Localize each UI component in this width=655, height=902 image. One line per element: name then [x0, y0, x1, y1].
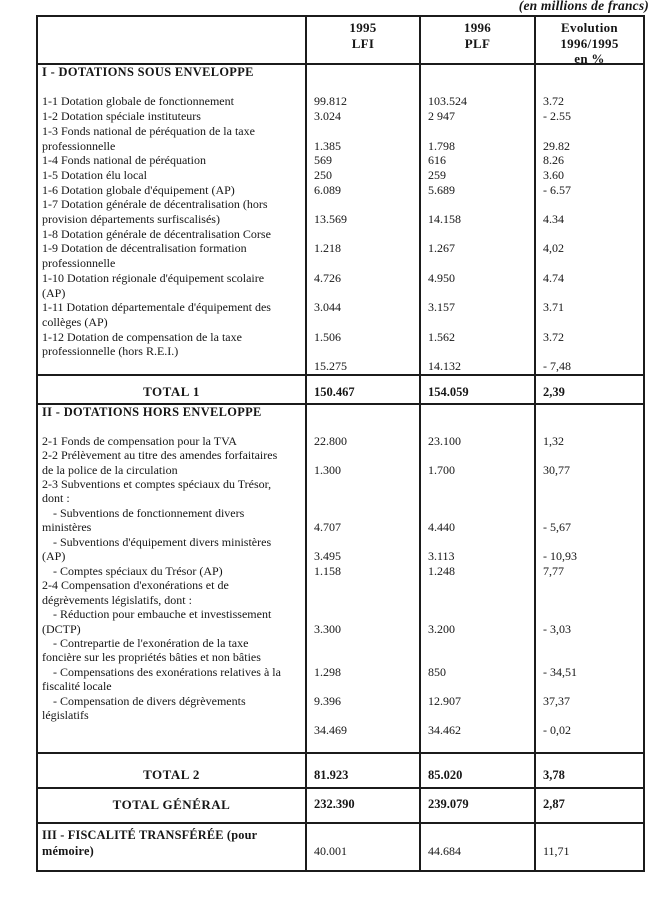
row-label: 2-2 Prélèvement au titre des amendes forfaitaires: [42, 448, 278, 463]
table-row: [38, 650, 643, 664]
cell-1995: 6.089: [305, 183, 419, 198]
cell-1996: [419, 535, 534, 549]
cell-evolution: 4.74: [534, 271, 643, 286]
cell-evolution: - 5,67: [534, 520, 643, 534]
table-row: [38, 168, 643, 183]
cell-evolution: [534, 477, 643, 491]
row-label: collèges (AP): [42, 314, 108, 329]
table-row: [38, 227, 643, 242]
cell-1995: [305, 607, 419, 621]
table-row: [38, 271, 643, 286]
cell-1995: [305, 256, 419, 271]
table-row: [38, 593, 643, 607]
row-label: - Compensations des exonérations relatives à la: [53, 664, 281, 679]
table-row: [38, 679, 643, 693]
row-label: [38, 737, 305, 751]
cell-1996: [419, 650, 534, 664]
cell-1995: 1.506: [305, 330, 419, 345]
cell-evolution: [534, 419, 643, 433]
row-label: - Subventions d'équipement divers ministères: [53, 534, 272, 549]
row-label: - Contrepartie de l'exonération de la taxe: [53, 636, 249, 651]
cell-1996: 616: [419, 153, 534, 168]
row-label: II - DOTATIONS HORS ENVELOPPE: [42, 404, 262, 419]
row-label: dégrèvements législatifs, dont :: [42, 592, 192, 607]
total1-value-evolution: 2,39: [534, 376, 643, 403]
cell-1995: [305, 344, 419, 359]
header-1995-line1: 1995: [349, 20, 377, 35]
cell-evolution: 8.26: [534, 153, 643, 168]
total2-row: [38, 752, 643, 789]
cell-1996: [419, 708, 534, 722]
cell-evolution: [534, 344, 643, 359]
cell-1995: [305, 737, 419, 751]
table-row: [38, 419, 643, 433]
section-dotations-hors-enveloppe: [38, 405, 643, 752]
row-label: 1-11 Dotation départementale d'équipement des: [42, 300, 271, 315]
cell-1996: 1.700: [419, 463, 534, 477]
cell-1996: [419, 197, 534, 212]
cell-1996: [419, 491, 534, 505]
cell-1996: [419, 344, 534, 359]
cell-1996: 259: [419, 168, 534, 183]
table-row: [38, 344, 643, 359]
table-row: [38, 197, 643, 212]
cell-1996: [419, 405, 534, 419]
cell-1996: [419, 448, 534, 462]
cell-1995: 4.726: [305, 271, 419, 286]
cell-1995: [305, 124, 419, 139]
table-row: [38, 330, 643, 345]
header-evolution-line3: en %: [574, 51, 605, 66]
cell-1996: [419, 679, 534, 693]
cell-evolution: - 6.57: [534, 183, 643, 198]
cell-1996: 2 947: [419, 109, 534, 124]
header-1995-lfi: [305, 17, 419, 67]
row-label: [38, 359, 305, 374]
section-dotations-sous-enveloppe: [38, 65, 643, 374]
fiscalite-label-line1: III - FISCALITÉ TRANSFÉRÉE (pour: [42, 827, 258, 842]
cell-1995: [305, 491, 419, 505]
cell-evolution: [534, 227, 643, 242]
cell-evolution: 7,77: [534, 564, 643, 578]
header-1996-line1: 1996: [463, 20, 492, 35]
cell-1995: 13.569: [305, 212, 419, 227]
cell-evolution: [534, 650, 643, 664]
row-label: - Comptes spéciaux du Trésor (AP): [53, 563, 223, 578]
row-label: 1-2 Dotation spéciale instituteurs: [42, 109, 201, 124]
cell-1996: [419, 506, 534, 520]
total1-value-1996: 154.059: [419, 376, 534, 403]
cell-evolution: [534, 607, 643, 621]
row-label: 1-9 Dotation de décentralisation formation: [42, 241, 247, 256]
row-label: 1-12 Dotation de compensation de la taxe: [42, 329, 242, 344]
table-row: [38, 477, 643, 491]
table-row: [38, 65, 643, 80]
total1-label: TOTAL 1: [143, 383, 200, 399]
cell-1995: [305, 315, 419, 330]
total-general-value-1995: 232.390: [305, 789, 419, 822]
cell-1995: 3.024: [305, 109, 419, 124]
cell-1996: 12.907: [419, 694, 534, 708]
cell-1996: [419, 419, 534, 433]
cell-1996: [419, 477, 534, 491]
cell-1995: [305, 419, 419, 433]
total1-row: [38, 374, 643, 405]
table-row: [38, 564, 643, 578]
cell-1995: 1.300: [305, 463, 419, 477]
cell-evolution: [534, 80, 643, 95]
cell-1995: [305, 80, 419, 95]
table-row: [38, 636, 643, 650]
cell-1995: [305, 708, 419, 722]
table-row: [38, 506, 643, 520]
cell-1995: [305, 636, 419, 650]
cell-evolution: [534, 593, 643, 607]
fiscalite-label-line2: mémoire): [42, 844, 94, 859]
cell-evolution: 3.60: [534, 168, 643, 183]
cell-1996: 1.798: [419, 139, 534, 154]
cell-evolution: [534, 737, 643, 751]
cell-1995: [305, 477, 419, 491]
cell-evolution: 37,37: [534, 694, 643, 708]
total1-value-1995: 150.467: [305, 376, 419, 403]
table-row: [38, 549, 643, 563]
cell-1996: 3.113: [419, 549, 534, 563]
row-label: - Réduction pour embauche et investissement: [53, 607, 272, 622]
cell-1996: [419, 124, 534, 139]
row-label: foncière sur les propriétés bâties et non bâties: [42, 650, 261, 665]
cell-1996: 3.200: [419, 622, 534, 636]
fiscalite-value-1995: 40.001: [305, 824, 419, 870]
row-label: 2-4 Compensation d'exonérations et de: [42, 578, 229, 593]
cell-1996: [419, 578, 534, 592]
cell-1995: 3.495: [305, 549, 419, 563]
header-empty-cell: [38, 17, 305, 67]
row-label: 2-3 Subventions et comptes spéciaux du Trésor,: [42, 477, 272, 492]
cell-evolution: [534, 286, 643, 301]
cell-1996: 14.158: [419, 212, 534, 227]
table-row: [38, 315, 643, 330]
total2-value-1996: 85.020: [419, 754, 534, 787]
row-label: [38, 80, 305, 95]
section-fiscalite-transferee: [38, 824, 643, 870]
row-label: 1-8 Dotation générale de décentralisation Corse: [42, 226, 271, 241]
cell-evolution: [534, 65, 643, 80]
total-general-label: TOTAL GÉNÉRAL: [112, 796, 231, 812]
cell-1996: 34.462: [419, 723, 534, 737]
table-row: [38, 520, 643, 534]
table-row: [38, 109, 643, 124]
cell-evolution: [534, 405, 643, 419]
table-row: [38, 139, 643, 154]
cell-1995: 99.812: [305, 94, 419, 109]
header-1996-plf: [419, 17, 534, 67]
cell-evolution: [534, 491, 643, 505]
row-label: (AP): [42, 549, 66, 564]
table-row: [38, 578, 643, 592]
cell-evolution: 3.71: [534, 300, 643, 315]
cell-evolution: 4.34: [534, 212, 643, 227]
cell-evolution: [534, 535, 643, 549]
cell-1995: 15.275: [305, 359, 419, 374]
table-row: [38, 665, 643, 679]
table-row: [38, 723, 643, 737]
cell-1995: 3.300: [305, 622, 419, 636]
cell-1996: [419, 65, 534, 80]
cell-evolution: [534, 124, 643, 139]
table-row: [38, 737, 643, 751]
cell-1995: [305, 578, 419, 592]
total-general-value-1996: 239.079: [419, 789, 534, 822]
table-row: [38, 694, 643, 708]
budget-table: [36, 15, 645, 872]
table-row: [38, 535, 643, 549]
cell-1996: 1.248: [419, 564, 534, 578]
cell-evolution: [534, 506, 643, 520]
cell-evolution: [534, 197, 643, 212]
row-label: 1-7 Dotation générale de décentralisation (hors: [42, 197, 268, 212]
cell-1995: 3.044: [305, 300, 419, 315]
cell-evolution: [534, 315, 643, 330]
total-general-value-evolution: 2,87: [534, 789, 643, 822]
row-label: ministères: [42, 520, 92, 535]
cell-1995: 1.298: [305, 665, 419, 679]
header-1996-line2: PLF: [464, 35, 491, 51]
cell-1995: [305, 593, 419, 607]
row-label: professionnelle: [42, 138, 116, 153]
cell-evolution: [534, 448, 643, 462]
cell-1995: [305, 197, 419, 212]
row-label: 1-1 Dotation globale de fonctionnement: [42, 94, 234, 109]
cell-1995: 4.707: [305, 520, 419, 534]
header-evolution-line2: 1996/1995: [560, 35, 619, 51]
cell-1995: [305, 679, 419, 693]
cell-1996: 14.132: [419, 359, 534, 374]
cell-1996: [419, 256, 534, 271]
cell-evolution: [534, 636, 643, 650]
cell-1996: 4.440: [419, 520, 534, 534]
row-label: de la police de la circulation: [42, 462, 178, 477]
table-row: [38, 94, 643, 109]
cell-evolution: - 2.55: [534, 109, 643, 124]
row-label: (DCTP): [42, 621, 81, 636]
cell-1995: 1.385: [305, 139, 419, 154]
table-row: [38, 448, 643, 462]
cell-evolution: - 7,48: [534, 359, 643, 374]
cell-1996: 4.950: [419, 271, 534, 286]
cell-1996: [419, 315, 534, 330]
cell-1996: 1.562: [419, 330, 534, 345]
table-row: [38, 622, 643, 636]
row-label: I - DOTATIONS SOUS ENVELOPPE: [42, 65, 254, 79]
units-note: (en millions de francs): [518, 0, 649, 13]
row-label: 1-6 Dotation globale d'équipement (AP): [42, 182, 235, 197]
cell-1995: [305, 506, 419, 520]
total-general-row: [38, 789, 643, 824]
cell-1995: [305, 405, 419, 419]
row-label: professionnelle: [42, 256, 116, 271]
cell-evolution: 1,32: [534, 434, 643, 448]
cell-1995: [305, 650, 419, 664]
table-row: [38, 708, 643, 722]
cell-1995: [305, 286, 419, 301]
table-row: [38, 286, 643, 301]
total2-value-1995: 81.923: [305, 754, 419, 787]
row-label: 1-4 Fonds national de péréquation: [42, 153, 206, 168]
cell-1995: [305, 535, 419, 549]
cell-1996: [419, 227, 534, 242]
row-label: 2-1 Fonds de compensation pour la TVA: [42, 433, 237, 448]
table-row: [38, 300, 643, 315]
table-row: [38, 183, 643, 198]
cell-1996: [419, 593, 534, 607]
cell-1995: [305, 448, 419, 462]
total2-value-evolution: 3,78: [534, 754, 643, 787]
cell-1996: 23.100: [419, 434, 534, 448]
cell-1995: 250: [305, 168, 419, 183]
header-1995-line2: LFI: [351, 35, 375, 51]
row-label: législatifs: [42, 708, 89, 723]
table-row: [38, 434, 643, 448]
table-header: [38, 17, 643, 65]
fiscalite-value-evolution: 11,71: [534, 824, 643, 870]
table-row: [38, 256, 643, 271]
table-row: [38, 80, 643, 95]
cell-evolution: 3.72: [534, 94, 643, 109]
cell-1996: 103.524: [419, 94, 534, 109]
fiscalite-transferee-label: [38, 824, 305, 870]
cell-evolution: 3.72: [534, 330, 643, 345]
fiscalite-value-1996: 44.684: [419, 824, 534, 870]
cell-1995: 1.158: [305, 564, 419, 578]
cell-1995: [305, 227, 419, 242]
table-row: [38, 607, 643, 621]
cell-1995: 569: [305, 153, 419, 168]
row-label: - Compensation de divers dégrèvements: [53, 693, 246, 708]
cell-1995: 34.469: [305, 723, 419, 737]
cell-evolution: 4,02: [534, 241, 643, 256]
cell-1996: [419, 80, 534, 95]
cell-1996: 3.157: [419, 300, 534, 315]
cell-1995: 22.800: [305, 434, 419, 448]
table-row: [38, 124, 643, 139]
cell-evolution: [534, 256, 643, 271]
cell-1995: 9.396: [305, 694, 419, 708]
row-label: 1-3 Fonds national de péréquation de la taxe: [42, 123, 255, 138]
cell-1996: [419, 737, 534, 751]
cell-1996: 850: [419, 665, 534, 679]
cell-1996: 5.689: [419, 183, 534, 198]
row-label: 1-10 Dotation régionale d'équipement scolaire: [42, 270, 265, 285]
row-label: - Subventions de fonctionnement divers: [53, 505, 245, 520]
cell-1996: [419, 286, 534, 301]
cell-evolution: 29.82: [534, 139, 643, 154]
row-label: professionnelle (hors R.E.I.): [42, 344, 179, 359]
cell-evolution: 30,77: [534, 463, 643, 477]
table-row: [38, 359, 643, 374]
cell-evolution: - 3,03: [534, 622, 643, 636]
cell-1996: 1.267: [419, 241, 534, 256]
table-row: [38, 241, 643, 256]
row-label: dont :: [42, 491, 70, 506]
row-label: [38, 419, 305, 433]
row-label: fiscalité locale: [42, 679, 112, 694]
cell-evolution: - 0,02: [534, 723, 643, 737]
header-evolution-line1: Evolution: [561, 20, 618, 35]
total2-label: TOTAL 2: [143, 766, 200, 782]
cell-evolution: [534, 679, 643, 693]
row-label: provision départements surfiscalisés): [42, 212, 220, 227]
cell-1996: [419, 636, 534, 650]
cell-1995: [305, 65, 419, 80]
cell-1995: 1.218: [305, 241, 419, 256]
table-row: [38, 405, 643, 419]
cell-evolution: [534, 708, 643, 722]
table-row: [38, 153, 643, 168]
row-label: (AP): [42, 285, 66, 300]
cell-evolution: - 34,51: [534, 665, 643, 679]
cell-1996: [419, 607, 534, 621]
row-label: 1-5 Dotation élu local: [42, 167, 147, 182]
cell-evolution: [534, 578, 643, 592]
table-row: [38, 491, 643, 505]
header-evolution: [534, 17, 643, 67]
row-label: [38, 723, 305, 737]
table-row: [38, 212, 643, 227]
cell-evolution: - 10,93: [534, 549, 643, 563]
table-row: [38, 463, 643, 477]
